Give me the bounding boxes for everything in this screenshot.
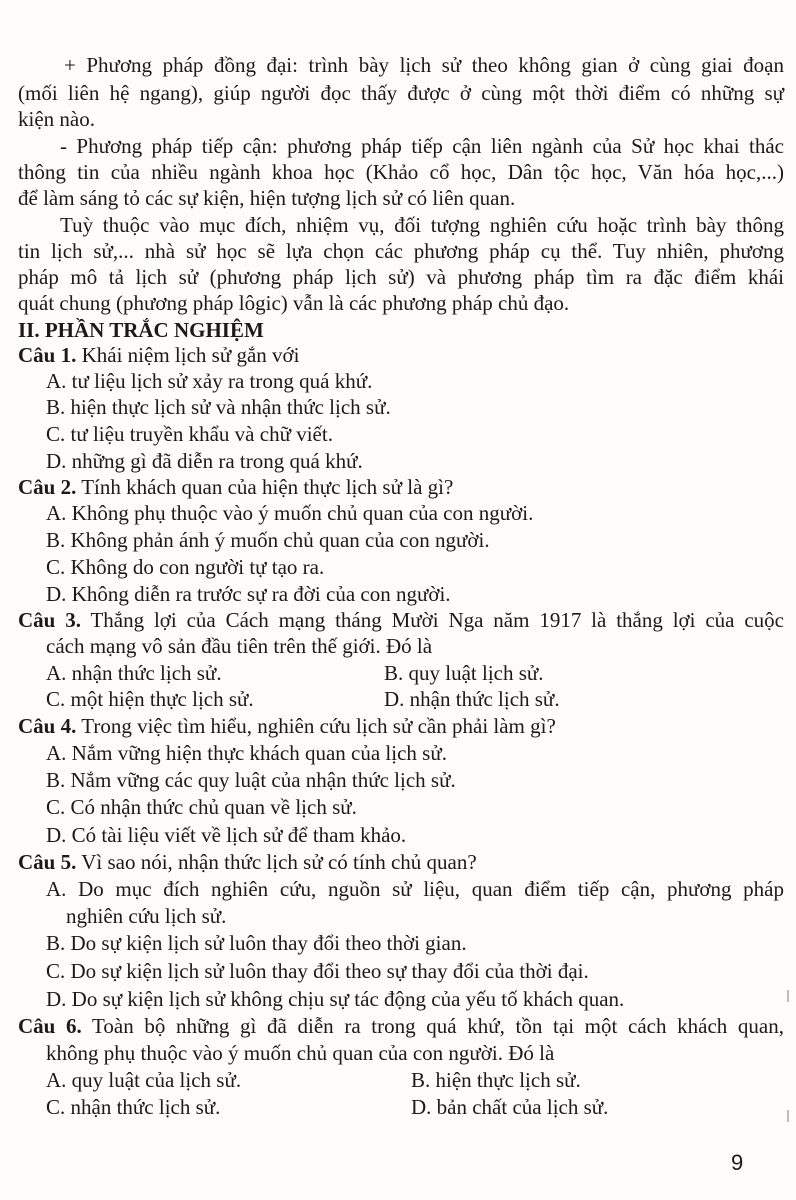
option: C. tư liệu truyền khẩu và chữ viết. (46, 422, 333, 446)
question-4 (18, 713, 556, 739)
question-label: Câu 2. (18, 475, 77, 499)
question-text: Tính khách quan của hiện thực lịch sử là gì? (81, 475, 454, 499)
option: C. Không do con người tự tạo ra. (46, 555, 325, 579)
intro-line: quát chung (phương pháp lôgic) vẫn là các phương pháp chủ đạo. (18, 291, 570, 315)
question-text-cont: không phụ thuộc vào ý muốn chủ quan của con người. Đó là (46, 1041, 555, 1065)
option: B. Nắm vững các quy luật của nhận thức lịch sử. (46, 768, 456, 792)
intro-line: để làm sáng tỏ các sự kiện, hiện tượng lịch sử có liên quan. (18, 186, 516, 210)
question-text-cont: cách mạng vô sản đầu tiên trên thế giới. Đó là (46, 634, 433, 658)
intro-line: + Phương pháp đồng đại: trình bày lịch sử theo không gian ở cùng giai đoạn (64, 53, 784, 77)
option: B. hiện thực lịch sử. (411, 1068, 581, 1092)
option: B. quy luật lịch sử. (384, 661, 544, 685)
option: D. những gì đã diễn ra trong quá khứ. (46, 449, 363, 473)
option: B. Do sự kiện lịch sử luôn thay đổi theo thời gian. (46, 931, 467, 955)
question-label: Câu 1. (18, 343, 77, 367)
intro-line: - Phương pháp tiếp cận: phương pháp tiếp cận liên ngành của Sử học khai thác (60, 134, 784, 158)
question-5 (18, 849, 477, 875)
intro-line: thông tin của nhiều ngành khoa học (Khảo cổ học, Dân tộc học, Văn hóa học,...) (18, 160, 784, 184)
intro-line: tin lịch sử,... nhà sử học sẽ lựa chọn các phương pháp cụ thể. Tuy nhiên, phương (18, 239, 784, 263)
option: D. bản chất của lịch sử. (411, 1095, 609, 1119)
section-title: II. PHẦN TRẮC NGHIỆM (18, 318, 264, 342)
option: D. Có tài liệu viết về lịch sử để tham khảo. (46, 823, 407, 847)
option: C. Có nhận thức chủ quan về lịch sử. (46, 795, 357, 819)
option: A. Không phụ thuộc vào ý muốn chủ quan của con người. (46, 501, 534, 525)
option: D. nhận thức lịch sử. (384, 687, 560, 711)
page-number: 9 (731, 1150, 744, 1175)
margin-mark (787, 1110, 789, 1122)
intro-line: kiện nào. (18, 107, 95, 131)
option: B. Không phản ánh ý muốn chủ quan của con người. (46, 528, 490, 552)
question-2 (18, 474, 453, 500)
option: A. Nắm vững hiện thực khách quan của lịch sử. (46, 741, 447, 765)
question-label: Câu 3. (18, 608, 81, 632)
option-cont: nghiên cứu lịch sử. (66, 904, 227, 928)
question-text: Trong việc tìm hiểu, nghiên cứu lịch sử cần phải làm gì? (81, 714, 556, 738)
option: B. hiện thực lịch sử và nhận thức lịch sử. (46, 395, 391, 419)
question-text: Khái niệm lịch sử gắn với (81, 343, 300, 367)
question-label: Câu 6. (18, 1014, 82, 1038)
question-label: Câu 5. (18, 850, 77, 874)
margin-mark (787, 990, 789, 1002)
option: C. một hiện thực lịch sử. (46, 687, 254, 711)
question-1 (18, 342, 299, 368)
option: A. tư liệu lịch sử xảy ra trong quá khứ. (46, 369, 373, 393)
intro-line: Tuỳ thuộc vào mục đích, nhiệm vụ, đối tượng nghiên cứu hoặc trình bày thông (60, 213, 784, 237)
question-3 (18, 607, 784, 633)
question-text: Thắng lợi của Cách mạng tháng Mười Nga năm 1917 là thắng lợi của cuộc (90, 608, 784, 632)
option: D. Không diễn ra trước sự ra đời của con người. (46, 582, 451, 606)
option: C. nhận thức lịch sử. (46, 1095, 221, 1119)
option: D. Do sự kiện lịch sử không chịu sự tác động của yếu tố khách quan. (46, 987, 625, 1011)
intro-line: (mối liên hệ ngang), giúp người đọc thấy được ở cùng một thời điểm có những sự (18, 81, 784, 105)
option: A. Do mục đích nghiên cứu, nguồn sử liệu, quan điểm tiếp cận, phương pháp (46, 877, 784, 901)
intro-line: pháp mô tả lịch sử (phương pháp lịch sử) và phương pháp tìm ra đặc điểm khái (18, 265, 784, 289)
option: C. Do sự kiện lịch sử luôn thay đổi theo sự thay đổi của thời đại. (46, 959, 589, 983)
question-text: Toàn bộ những gì đã diễn ra trong quá khứ, tồn tại một cách khách quan, (92, 1014, 784, 1038)
option: A. nhận thức lịch sử. (46, 661, 222, 685)
option: A. quy luật của lịch sử. (46, 1068, 242, 1092)
question-text: Vì sao nói, nhận thức lịch sử có tính chủ quan? (81, 850, 477, 874)
question-label: Câu 4. (18, 714, 77, 738)
question-6 (18, 1013, 784, 1039)
